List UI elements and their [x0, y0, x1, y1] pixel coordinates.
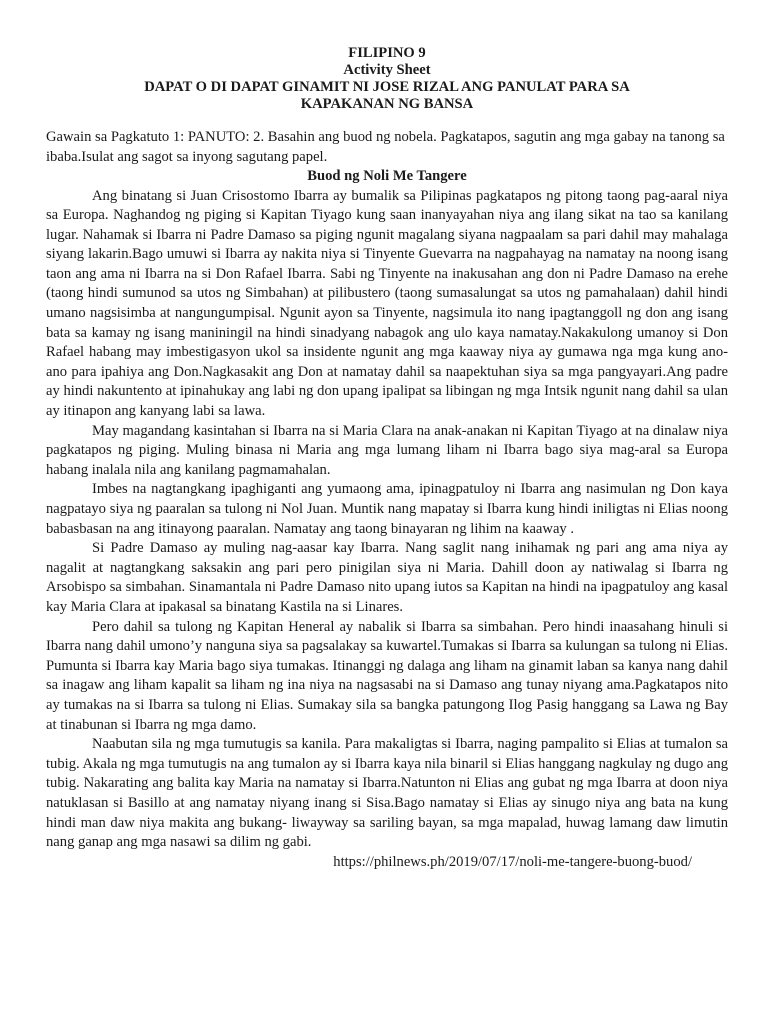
paragraph: Imbes na nagtangkang ipaghiganti ang yumaong ama, ipinagpatuloy ni Ibarra ang nasimulan ng Don kaya nagpatayo siya ng paaralan sa tulong ni Nol Juan. Muntik nang mapatay si Ibarra kung hindi iniligtas ni Elias noong babasbasan na ang itinayong paaralan. Namatay ang taong binayaran ng lihim na kaaway . — [46, 481, 728, 537]
section-heading: Buod ng Noli Me Tangere — [307, 168, 467, 184]
topic-title: DAPAT O DI DAPAT GINAMIT NI JOSE RIZAL ANG PANULAT PARA SA KAPAKANAN NG BANSA — [144, 79, 630, 112]
sheet-type: Activity Sheet — [343, 62, 431, 78]
document-page — [46, 45, 728, 872]
paragraph: Si Padre Damaso ay muling nag-aasar kay Ibarra. Nang saglit nang inihamak ng pari ang ama niya ay nagalit at nagtangkang saksakin ang pari pero pinigilan siya ni Maria. Dahill doon ay natiwalag si Ibarra ng Arsobispo sa simbahan. Sinamantala ni Padre Damaso nito upang iutos sa Kapitan na hindi na ipagpatuloy ang kasal kay Maria Clara at ipakasal sa binatang Kastila na si Linares. — [46, 540, 728, 615]
paragraph: Naabutan sila ng mga tumutugis sa kanila. Para makaligtas si Ibarra, naging pampalito si Elias at tumalon sa tubig. Akala ng mga tumutugis na ang tumalon ay si Ibarra kaya nila binaril si Elias hanggang nagkulay ng dugo ang tubig. Nakarating ang balita kay Maria na namatay si Ibarra.Natunton ni Elias ang gubat ng mga Ibarra at doon niya natuklasan si Basillo at ang namatay niyang inang si Sisa.Bago namatay si Elias ay sinugo niya ang bata na kung hindi man daw niya makita ang bukang- liwayway sa sariling bayan, sa mga mapalad, huwag lamang daw limutin nang ganap ang mga nasawi sa dilim ng gabi. — [46, 736, 728, 851]
subject-title: FILIPINO 9 — [348, 45, 426, 61]
title-block — [46, 45, 728, 113]
instruction-text: Gawain sa Pagkatuto 1: PANUTO: 2. Basahin ang buod ng nobela. Pagkatapos, sagutin ang mga gabay na tanong sa ibaba.Isulat ang sagot sa inyong sagutang papel. — [46, 129, 725, 165]
paragraph: May magandang kasintahan si Ibarra na si Maria Clara na anak-anakan ni Kapitan Tiyago at na dinalaw niya pagkatapos ng piging. Muling binasa ni Maria ang mga lumang liham ni Ibarra bago siya mag-aral sa Europa habang inalala nila ang kanilang pagmamahalan. — [46, 422, 728, 478]
summary-body — [46, 187, 728, 853]
source-url: https://philnews.ph/2019/07/17/noli-me-tangere-buong-buod/ — [333, 853, 692, 870]
paragraph: Pero dahil sa tulong ng Kapitan Heneral ay nabalik si Ibarra sa simbahan. Pero hindi inaasahang hinuli si Ibarra nang dahil umono’y nanguna siya sa pagsalakay sa kuwartel.Tumakas si Ibarra sa kulungan sa tulong ni Elias. Pumunta si Ibarra kay Maria bago siya tumakas. Itinanggi ng dalaga ang liham na ginamit laban sa kanya nang dahil sa inagaw ang liham kapalit sa liham ng ina niya na nagsasabi na si Damaso ang tunay niyang ama.Pagkatapos nito ay tumakas na si Ibarra sa tulong ni Elias. Sumakay sila sa bangka patungong Ilog Pasig hanggang sa Lawa ng Bay at tinabunan si Ibarra ng mga damo. — [46, 618, 728, 733]
paragraph: Ang binatang si Juan Crisostomo Ibarra ay bumalik sa Pilipinas pagkatapos ng pitong taong pag-aaral niya sa Europa. Naghandog ng piging si Kapitan Tiyago kung saan inanyayahan niya ang ilang sikat na tao sa kanilang lugar. Nahamak si Ibarra ni Padre Damaso sa piging ngunit magalang siyana nagpaalam sa pari dahil may mahalaga siyang lakarin.Bago umuwi si Ibarra ay nakita niya si Tinyente Guevarra na nagpahayag na namatay na noong isang taon ang ama ni Ibarra na si Don Rafael Ibarra. Sabi ng Tinyente na inakusahan ang don ni Padre Damaso na erehe (taong hindi sumunod sa utos ng Simbahan) at pilibustero (taong sumasalungat sa utos ng pamahalaan) dahil hindi umano nagsisimba at nangungumpisal. Ngunit ayon sa Tinyente, nagsimula ito nang ipagtanggoll ng don ang isang bata sa kamay ng isang maniningil na hindi sinadyang nabagok ang ulo kaya namatay.Nakakulong umanoy si Don Rafael habang may imbestigasyon ukol sa insidente ngunit ang mga kaaway niya ay gumawa nga mga kung ano- ano para ipahiya ang Don.Nagkasakit ang Don at namatay dahil sa naapektuhan siya sa mga pangyayari.Ang padre ay hindi nakuntento at ipinahukay ang labi ng don upang ipalipat sa libingan ng mga Intsik ngunit nang dahil sa ulan ay itinapon ang kanyang labi sa lawa. — [46, 187, 728, 420]
